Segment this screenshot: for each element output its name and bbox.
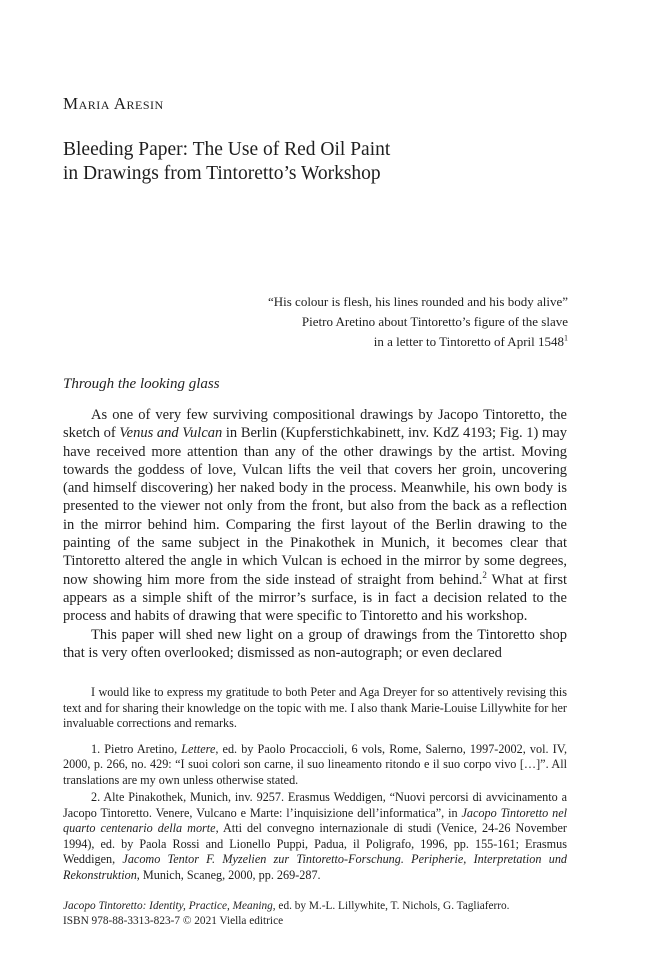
footnote-2-part-c: Atti del convegno internazionale di studi (Venice, 24-26 November 1994), ed. by Paola Rossi and Lionello Puppi, Padua, il Poligrafo, 1996, pp. 155-161; Erasmus Weddigen, (63, 821, 567, 866)
footnote-2-part-a: 2. Alte Pinakothek, Munich, inv. 9257. Erasmus Weddigen, “Nuovi percorsi di avvicinamento a Jacopo Tintoretto. Venere, Vulcano e Marte: l’inquisizione dell’informatica”, in (63, 790, 567, 820)
footer-citation (63, 899, 583, 914)
title-line-2: in Drawings from Tintoretto’s Workshop (63, 163, 381, 184)
acknowledgement-note: I would like to express my gratitude to both Peter and Aga Dreyer for so attentively revising this text and for sharing their knowledge on the topic with me. I also thank Marie-Louise Lillywhite for her invaluable corrections and remarks. (63, 685, 567, 730)
footer-book-details: , ed. by M.-L. Lillywhite, T. Nichols, G. Tagliaferro. (272, 900, 510, 912)
paragraph-1-part-c: in Berlin (Kupferstichkabinett, inv. KdZ 4193; Fig. 1) may have received more attention than any of the other drawings by the artist. Moving towards the goddess of love, Vulcan lifts the veil that covers her groin, uncovering (and himself discovering) her naked body in the process. Meanwhile, his own body is presented to the viewer not only from the front, but also from the back as a reflection in the mirror behind him. Comparing the first layout of the Berlin drawing to the painting of the same subject in the Pinakothek in Munich, it becomes clear that Tintoretto altered the angle in which Vulcan is echoed in the mirror by some degrees, now showing him more from the side instead of straight from behind. (63, 425, 567, 588)
epigraph-attribution: Pietro Aretino about Tintoretto’s figure of the slave (301, 314, 568, 329)
epigraph-quote: “His colour is flesh, his lines rounded and his body alive” (267, 294, 568, 309)
footnote-ref-1: 1 (564, 333, 568, 343)
footnote-ref-2: 2 (482, 569, 487, 580)
artwork-title: Venus and Vulcan (119, 425, 223, 442)
footer-isbn: ISBN 978-88-3313-823-7 © 2021 Viella editrice (63, 914, 284, 927)
paragraph-1-part-d: What at first appears as a simple shift of the mirror’s surface, is in fact a decision related to the process and habits of drawing that were specific to Tintoretto and his workshop. (63, 571, 567, 625)
footnote-2 (63, 790, 567, 883)
footnote-1 (63, 742, 567, 789)
paragraph-2: This paper will shed new light on a group of drawings from the Tintoretto shop that is very often overlooked; dismissed as non-autograph; or even declared (63, 626, 567, 661)
title-line-1: Bleeding Paper: The Use of Red Oil Paint (63, 139, 391, 160)
paper-title (63, 138, 583, 186)
epigraph-source (268, 332, 568, 352)
footnote-1-part-a: 1. Pietro Aretino, (91, 741, 182, 756)
footnote-1-italic: Lettere (181, 741, 216, 756)
epigraph (268, 292, 568, 352)
footnote-2-italic-1: Jacopo Tintoretto nel quarto centenario della morte, (63, 805, 567, 835)
body-text (63, 406, 567, 662)
footnotes (63, 685, 567, 885)
page-footer (63, 899, 583, 928)
section-heading: Through the looking glass (63, 376, 220, 392)
footnote-2-part-e: , Munich, Scaneg, 2000, pp. 269-287. (136, 867, 321, 882)
footnote-1-part-c: , ed. by Paolo Procaccioli, 6 vols, Rome, Salerno, 1997-2002, vol. IV, 2000, p. 266, no. 429: “I suoi colori son carne, il suo lineamento ritondo e il suo corpo vivo […]”. All translations are my own unless otherwise stated. (63, 741, 567, 787)
paragraph-1-part-a: As one of very few surviving compositional drawings by Jacopo Tintoretto, the sketch of (63, 407, 567, 442)
author-name: Maria Aresin (63, 94, 164, 113)
paragraph-1 (63, 406, 567, 626)
footnote-2-italic-2: Jacomo Tentor F. Myzelien zur Tintoretto-Forschung. Peripherie, Interpretation und Rekonstruktion (63, 852, 568, 882)
footer-book-title: Jacopo Tintoretto: Identity, Practice, Meaning (63, 900, 273, 912)
epigraph-source-text: in a letter to Tintoretto of April 1548 (373, 334, 564, 349)
